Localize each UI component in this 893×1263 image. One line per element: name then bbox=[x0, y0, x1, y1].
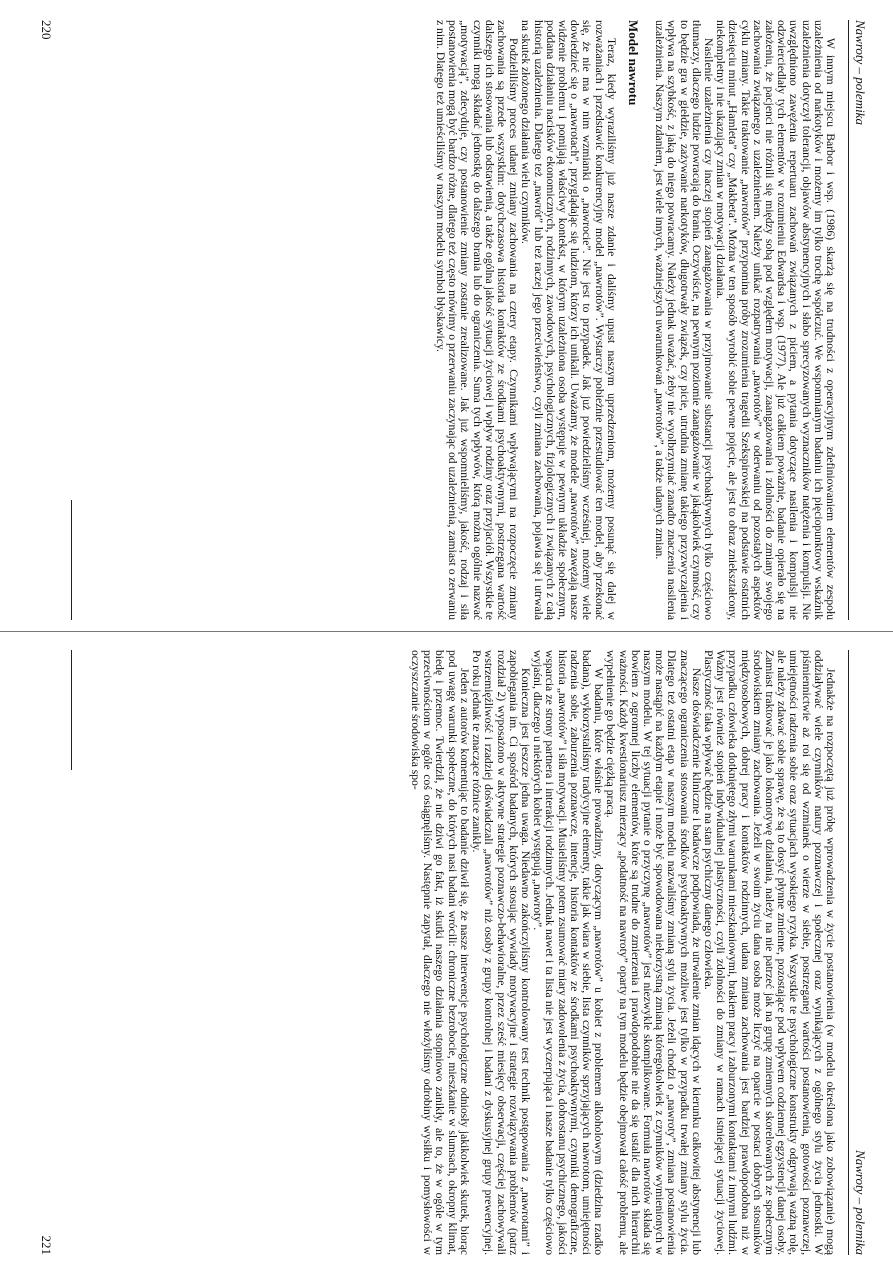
paragraph: Jednakże na rozpoczętą już próbę wprowadzenia w życie postanowienia (w modelu określona jako zobowiązanie) mogą oddziaływać wiele czynników natury poznawczej i społecznej oraz wynikających z ogólnego stylu życia jednostki. W piśmiennictwie aż roi się od wzmianek o wierze w siebie, postrzeganej wartości postanowienia, gotowości poznawczej, umiejętności radzenia sobie oraz sytuacjach wysokiego ryzyka. Wszystkie te psychologiczne konstrukty odgrywają ważną rolę, ale należy zdawać sobie sprawę, że są to dosyć płynne zmienne, pozostające pod wpływem codziennej egzystencji danej osoby. Zamiast traktować je jako lokomotywę działania, należy na nie patrzeć jak na grupę zmiennych skorelowanych ze społecznym środowiskiem zmiany zachowania. Jeżeli w swoim życiu dana osoba może liczyć na oparcie w postaci dobrych stosunków międzyosobowych, dobrej pracy i kontaktów rodzinnych, udana zmiana zachowania jest bardziej prawdopodobna niż w przypadku człowieka dotkniętego złymi warunkami mieszkaniowymi, brakiem pracy i zaburzonymi kontaktami z innymi ludźmi. Ważny jest również stopień indywidualnej plastyczności, czyli zdolności do zmiany w ramach istniejącej sytuacji życiowej. Plastyczność taka wpływać będzie na stan psychiczny danego człowieka. bbox=[701, 650, 837, 1255]
paragraph: Teraz, kiedy wyraziliśmy już nasze zdanie i daliśmy upust naszym uprzedzeniom, możemy posunąć się dalej w rozważaniach i przedstawić konkurencyjny model „nawrotów”. Wystarczy pobieżnie przestudiować ten model, aby przekonać się, że nie ma w nim wzmianki o „nawrocie”. Nie jest to przypadek. Jak już powiedzieliśmy wcześniej, możemy wiele dowiedzieć się o „nawrotach”, przyglądając się ludziom, którzy ich unikali. Uważamy, że modele „nawrotów” zawężają nasze widzenie problemu i pomijają właściwy kontekst, w którym uzależniona osoba występuje w pewnym układzie społecznym, poddana działaniu nacisków ekonomicznych, rodzinnych, zawodowych, psychologicznych, fizjologicznych i związanych z całą historią uzależnienia. Dlatego też „nawrót” lub też raczej jego przeciwieństwo, czyli zmiana zachowania, pojawia się i utrwala na skutek złożonego działania wielu czynników. bbox=[519, 20, 618, 620]
page-number: 221 bbox=[39, 1235, 54, 1255]
left-page bbox=[32, 20, 872, 620]
body-text bbox=[409, 650, 836, 1255]
paragraph: Podzieliliśmy proces udanej zmiany zachowania na cztery etapy. Czynnikami wpływającymi na rozpoczęcie zmiany zachowania są przede wszystkim: dotychczasowa historia kontaktów ze środkami psychoaktywnymi, postrzegana wartość dalszego ich stosowania lub odstawienia, a także ogólna jakość sytuacji życiowej i wpływ rodziny oraz przyjaciół. Wszystkie te czynniki mogą składać jednostkę do dalszego brania lub do ograniczenia. Suma tych wpływów, którą można ogólnie nazwać „motywacją”, zdecyduje, czy postanowienie zmiany zostanie zrealizowane. Jak już wspomnieliśmy, jakość, rodzaj i siła postanowienia mogą być bardzo różne, dlatego też często mówimy o przerwaniu zaczynając od uzależnienia, zamiast o zerwaniu z nim. Dlatego też umieściliśmy w naszym modelu symbol błyskawicy. bbox=[433, 20, 521, 620]
footer-rule bbox=[71, 650, 72, 770]
running-header bbox=[844, 650, 872, 1255]
page-footer bbox=[32, 20, 72, 620]
right-page bbox=[32, 650, 872, 1255]
page-footer bbox=[32, 650, 72, 1255]
paragraph: Nasze doświadczenie kliniczne i badawcze podpowiada, że utrwalenie zmian idących w kierunku całkowitej abstynencji lub znaczącego ograniczenia stosowania środków psychoaktywnych możliwe jest tylko w przypadku trwałej zmiany stylu życia. Dlatego też ostatni etap w naszym modelu nazwaliśmy zmianą stylu życia. Jeżeli chodzi o „nawroty”, zmiana postanowienia może nastąpić na każdym etapie i może być spowodowana niekorzystną zmianą któregokolwiek z czynników wymienionych w naszym modelu. W tej sytuacji pytanie o przyczynę „nawrotów” jest niezwykle skomplikowane. Formuła nawrotów składa się bowiem z ogromnej liczby elementów, które są trudne do zmierzenia i prawdopodobnie nie da się ustalić dla nich hierarchii ważności. Każdy kwestionariusz mierzący „podatność na nawroty” oparty na tym modelu będzie obejmował całość problemu, ale wypełnienie go będzie ciężką pracą. bbox=[604, 650, 703, 1255]
paragraph: W innym miejscu Barbor i wsp. (1986) skarżą się na trudności z operacyjnym zdefiniowaniem elementów zespołu uzależnienia od narkotyków i możemy im tylko trochę współczuć. We wspomnianym badaniu ich pięciopunktowy wskaźnik uzależnienia dotyczył tolerancji, objawów abstynencyjnych i słabo sprecyzowanych wyznaczników natężenia i kompulsji. Nie uwzględniono zawężenia repertuaru zachowań związanych z piciem, a pytania dotyczące nasilenia i kompulsji nie odzwierciedlały tych elementów w rozumieniu Edwardsa i wsp. (1977). Ale już całkiem poważnie, badanie opierało się na założeniu, że pacjenci nie różnili się między sobą pod względem motywacji, zaangażowania i zdolności do zmiany swojego zachowania związanego z uzależnieniem. Należy unikać rozpatrywania „nawrotów” w oderwaniu od pozostałych aspektów cyklu zmiany. Takie traktowanie „nawrotów” przypomina próby zrozumienia tragedii Szekspirowskiej na podstawie ostatnich dziesięciu minut „Hamleta” czy „Makbeta”. Można w ten sposób wyrobić sobie pewne pojęcie, ale jest to obraz zniekształcony, niekompletny i nie ukazujący zmian w motywacji działania. bbox=[714, 20, 837, 620]
page-number: 220 bbox=[39, 20, 54, 40]
paragraph: Jeden z autorów komentując to badanie dziwił się, że nasze interwencje psychologiczne odniosły jakikolwiek skutek, biorąc pod uwagę warunki społeczne, do których nasi badani wrócili: chroniczne bezrobocie, mieszkanie w slumsach, okropny klimat, biedę i przemoc. Twierdził, że nie dziwi go fakt, iż skutki naszego działania stopniowo zanikły, ale to, że w ogóle w tym przeciwnościom w ogóle coś osiągnęliśmy. Następnie zapytał, dlaczego nie włożyliśmy odrobiny wysiłku i pomysłowości w oczyszczanie środowiska spo- bbox=[409, 650, 471, 1255]
running-header-text: Nawroty – polemika bbox=[853, 1150, 868, 1255]
header-rule bbox=[848, 20, 849, 620]
body-text bbox=[434, 20, 836, 620]
paragraph: Konieczna jest jeszcze jedna uwaga. Niedawno zakończyliśmy kontrolowany test technik postępowania z „nawrotami” i zapobiegania im. Ci spośród badanych, których stosując wywiady motywacyjne i strategie rozwiązywania problemów (patrz rozdział 2) wyposażono w aktywne strategie poznawczo-behawioralne, przez sześć miesięcy obserwacji, częściej zachowywali wstrzemięźliwość i rzadziej doświadczali „nawrotów” niż osoby z grupy kontrolnej i badani z dyskusyjnej grupy prewencyjnej. Po roku jednak te znaczące różnice zanikły. bbox=[470, 650, 532, 1255]
footer-rule bbox=[71, 500, 72, 620]
running-header-text: Nawroty – polemika bbox=[853, 20, 868, 125]
section-heading: Model nawrotu bbox=[625, 20, 641, 106]
paragraph: Nasilenie uzależnienia czy inaczej stopień zaangażowania w przyjmowanie substancji psychoaktywnych tylko częściowo tłumaczy, dlaczego ludzie powracają do brania. Oczywiście, na pewnym poziomie zaangażowanie w jakąkolwiek czynność, czy to będzie gra w giełdzie, zażywanie narkotyków, długotrwały związek, czy picie, utrudnia zmianę takiego przyzwyczajenia i wpływa na szybkość, z jaką do niego powracamy. Należy jednak uważać, żeby nie wyolbrzymiać zanadto znaczenia nasilenia uzależnienia. Naszym zdaniem, jest wiele innych, ważniejszych uwarunkowań „nawrotów”, a także udanych zmian. bbox=[653, 20, 715, 620]
running-header bbox=[844, 20, 872, 620]
page-divider bbox=[0, 631, 893, 632]
header-rule bbox=[848, 650, 849, 1255]
paragraph: W badaniu, które właśnie prowadzimy, dotyczącym „nawrotów” u kobiet z problemem alkoholowym (dziedzina rzadko badana), wykorzystaliśmy tradycyjne elementy, takie jak wiara w siebie, lista czynników sprzyjających nawrotom, umiejętności radzenia sobie, zaburzenia poznawcze, intencje, historia kontaktów ze środkami psychoaktywnymi, czynniki demograficzne, historia „nawrotów” i siła motywacji. Musieliśmy potem zsumować miary zadowolenia z życia, dobrostanu psychicznego, jakości wsparcia ze strony partnera i interakcji rodzinnych. Jednak nawet i ta lista nie jest wyczerpująca i nasze badanie tylko częściowo wyjaśni, dlaczego u niektórych kobiet występują „nawroty”. bbox=[531, 650, 606, 1255]
